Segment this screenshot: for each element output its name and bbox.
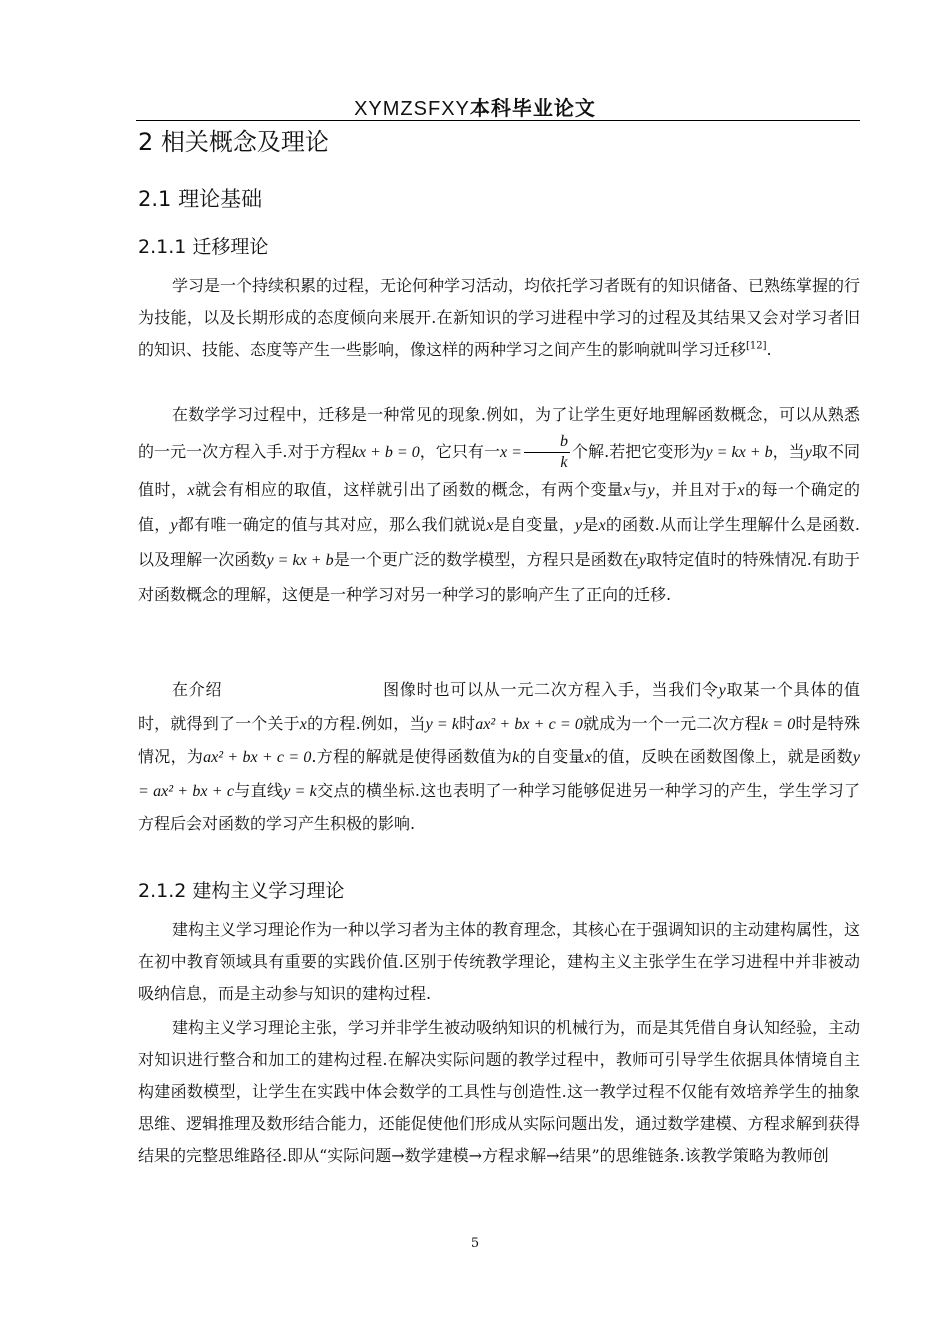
- paragraph-5: 建构主义学习理论主张，学习并非学生被动吸纳知识的机械行为，而是其凭借自身认知经验，主动对知识进行整合和加工的建构过程.在解决实际问题的教学过程中，教师可引导学生依据具体情境自主构建函数模型，让学生在实践中体会数学的工具性与创造性.这一教学过程不仅能有效培养学生的抽象思维、逻辑推理及数形结合能力，还能促使他们形成从实际问题出发，通过数学建模、方程求解到获得结果的完整思维路径.即从“实际问题→数学建模→方程求解→结果”的思维链条.该教学策略为教师创: [138, 1018, 861, 1165]
- var-x: x: [486, 517, 494, 534]
- subsection-heading: 2.1 理论基础: [138, 187, 263, 211]
- fraction-denominator: k: [560, 454, 568, 471]
- var-y: y: [647, 482, 655, 499]
- p3-text-f: 就成为一个一元二次方程: [582, 713, 761, 733]
- solution-lhs: x =: [500, 444, 522, 461]
- p2-text-i: 的每一个确定的值，: [138, 480, 860, 534]
- p2-text-a: 在数学学习过程中，迁移是一种常见的现象.例如，为了让学生更好地理解函数概念，可以从熟悉的一元一次方程入手.对于方程: [138, 405, 860, 461]
- citation: [12]: [746, 340, 767, 352]
- var-x: x: [737, 482, 745, 499]
- p3-text-d: 的方程.例如，当: [306, 713, 426, 733]
- equation-quadratic-function: y = ax² + bx + c: [138, 749, 860, 800]
- equation-linear-function: y = kx + b: [705, 444, 773, 461]
- p2-text-e: 取不同值时，: [138, 442, 860, 499]
- var-y: y: [638, 552, 647, 569]
- paragraph-1: [138, 270, 860, 366]
- equation-quadratic: ax² + bx + c = 0: [203, 749, 312, 766]
- p2-text-b: ，它只有一: [419, 442, 500, 461]
- var-x: x: [299, 715, 307, 733]
- fraction-numerator: b: [524, 432, 570, 453]
- paragraph-3: [138, 674, 860, 841]
- section-heading: 2 相关概念及理论: [138, 128, 329, 156]
- p1-text: 学习是一个持续积累的过程，无论何种学习活动，均依托学习者既有的知识储备、已熟练掌握的行为技能，以及长期形成的态度倾向来展开.在新知识的学习进程中学习的过程及其结果又会对学习者旧的知识、技能、态度等产生一些影响，像这样的两种学习之间产生的影响就叫学习迁移: [138, 276, 861, 359]
- page-number: 5: [470, 1236, 480, 1251]
- paragraph-2: [138, 398, 860, 612]
- var-x: x: [598, 517, 606, 534]
- var-k: k: [512, 749, 520, 766]
- p2-text-l: 是: [582, 515, 599, 534]
- p2-text-h: ，并且对于: [654, 480, 738, 499]
- p3-text-e: 时: [458, 713, 476, 733]
- p3-text-b: 图像时也可以从一元二次方程入手，当我们令: [382, 680, 719, 699]
- var-x: x: [187, 482, 195, 499]
- p2-text-k: 是自变量，: [493, 515, 575, 534]
- subsubsection-heading-constructivism: 2.1.2 建构主义学习理论: [138, 880, 345, 902]
- header-latin: XYMZSFXY: [354, 98, 470, 120]
- p3-text-c: 取某一个具体的值时，就得到了一个关于: [138, 680, 860, 733]
- p3-text-k: 与直线: [233, 780, 284, 800]
- p3-text-i: 的自变量: [519, 747, 585, 766]
- p3-text-g: 时是特殊情况，为: [138, 713, 860, 766]
- equation-y-eq-k: y = k: [425, 715, 459, 733]
- p3-text-a: 在介绍: [172, 680, 223, 699]
- p2-text-m: 的函数.从而让学生理解什么是函数.以及理解一次函数: [138, 515, 860, 569]
- subsubsection-heading-transfer: 2.1.1 迁移理论: [138, 236, 269, 258]
- header-title: [0, 92, 950, 121]
- p2-text-d: ，当: [772, 442, 805, 461]
- fraction-b-over-k: [524, 432, 570, 473]
- p2-text-j: 都有唯一确定的值与其对应，那么我们就说: [177, 515, 487, 534]
- equation-line: y = k: [283, 782, 317, 800]
- p3-text-j: 的值，反映在函数图像上，就是函数: [591, 747, 853, 766]
- var-y: y: [804, 444, 812, 461]
- p2-text-c: 个解.若把它变形为: [571, 442, 706, 461]
- p1-end: .: [766, 340, 772, 359]
- equation-linear-function: y = kx + b: [266, 552, 334, 569]
- var-y: y: [170, 517, 178, 534]
- equation-linear: kx + b = 0: [351, 444, 420, 461]
- var-x: x: [623, 482, 631, 499]
- p2-text-o: 取特定值时的特殊情况.有助于对函数概念的理解，这便是一种学习对另一种学习的影响产生了正向的迁移.: [138, 550, 860, 604]
- p3-text-h: .方程的解就是使得函数值为: [311, 747, 513, 766]
- var-y: y: [574, 517, 583, 534]
- header-cn: 本科毕业论文: [469, 96, 596, 120]
- p2-text-f: 就会有相应的取值，这样就引出了函数的概念，有两个变量: [194, 480, 624, 499]
- var-y: y: [718, 682, 726, 699]
- header-rule: [136, 120, 860, 121]
- equation-quadratic: ax² + bx + c = 0: [475, 715, 583, 733]
- equation-k-eq-0: k = 0: [761, 715, 796, 733]
- p2-text-n: 是一个更广泛的数学模型，方程只是函数在: [333, 550, 639, 569]
- p2-text-g: 与: [630, 480, 648, 499]
- p3-text-l: 交点的横坐标.这也表明了一种学习能够促进另一种学习的产生，学生学习了方程后会对函数的学习产生积极的影响.: [138, 780, 861, 833]
- var-x: x: [584, 749, 592, 766]
- paragraph-4: 建构主义学习理论作为一种以学习者为主体的教育理念，其核心在于强调知识的主动建构属性，这在初中教育领域具有重要的实践价值.区别于传统教学理论，建构主义主张学生在学习进程中并非被动吸纳信息，而是主动参与知识的建构过程.: [138, 920, 861, 1003]
